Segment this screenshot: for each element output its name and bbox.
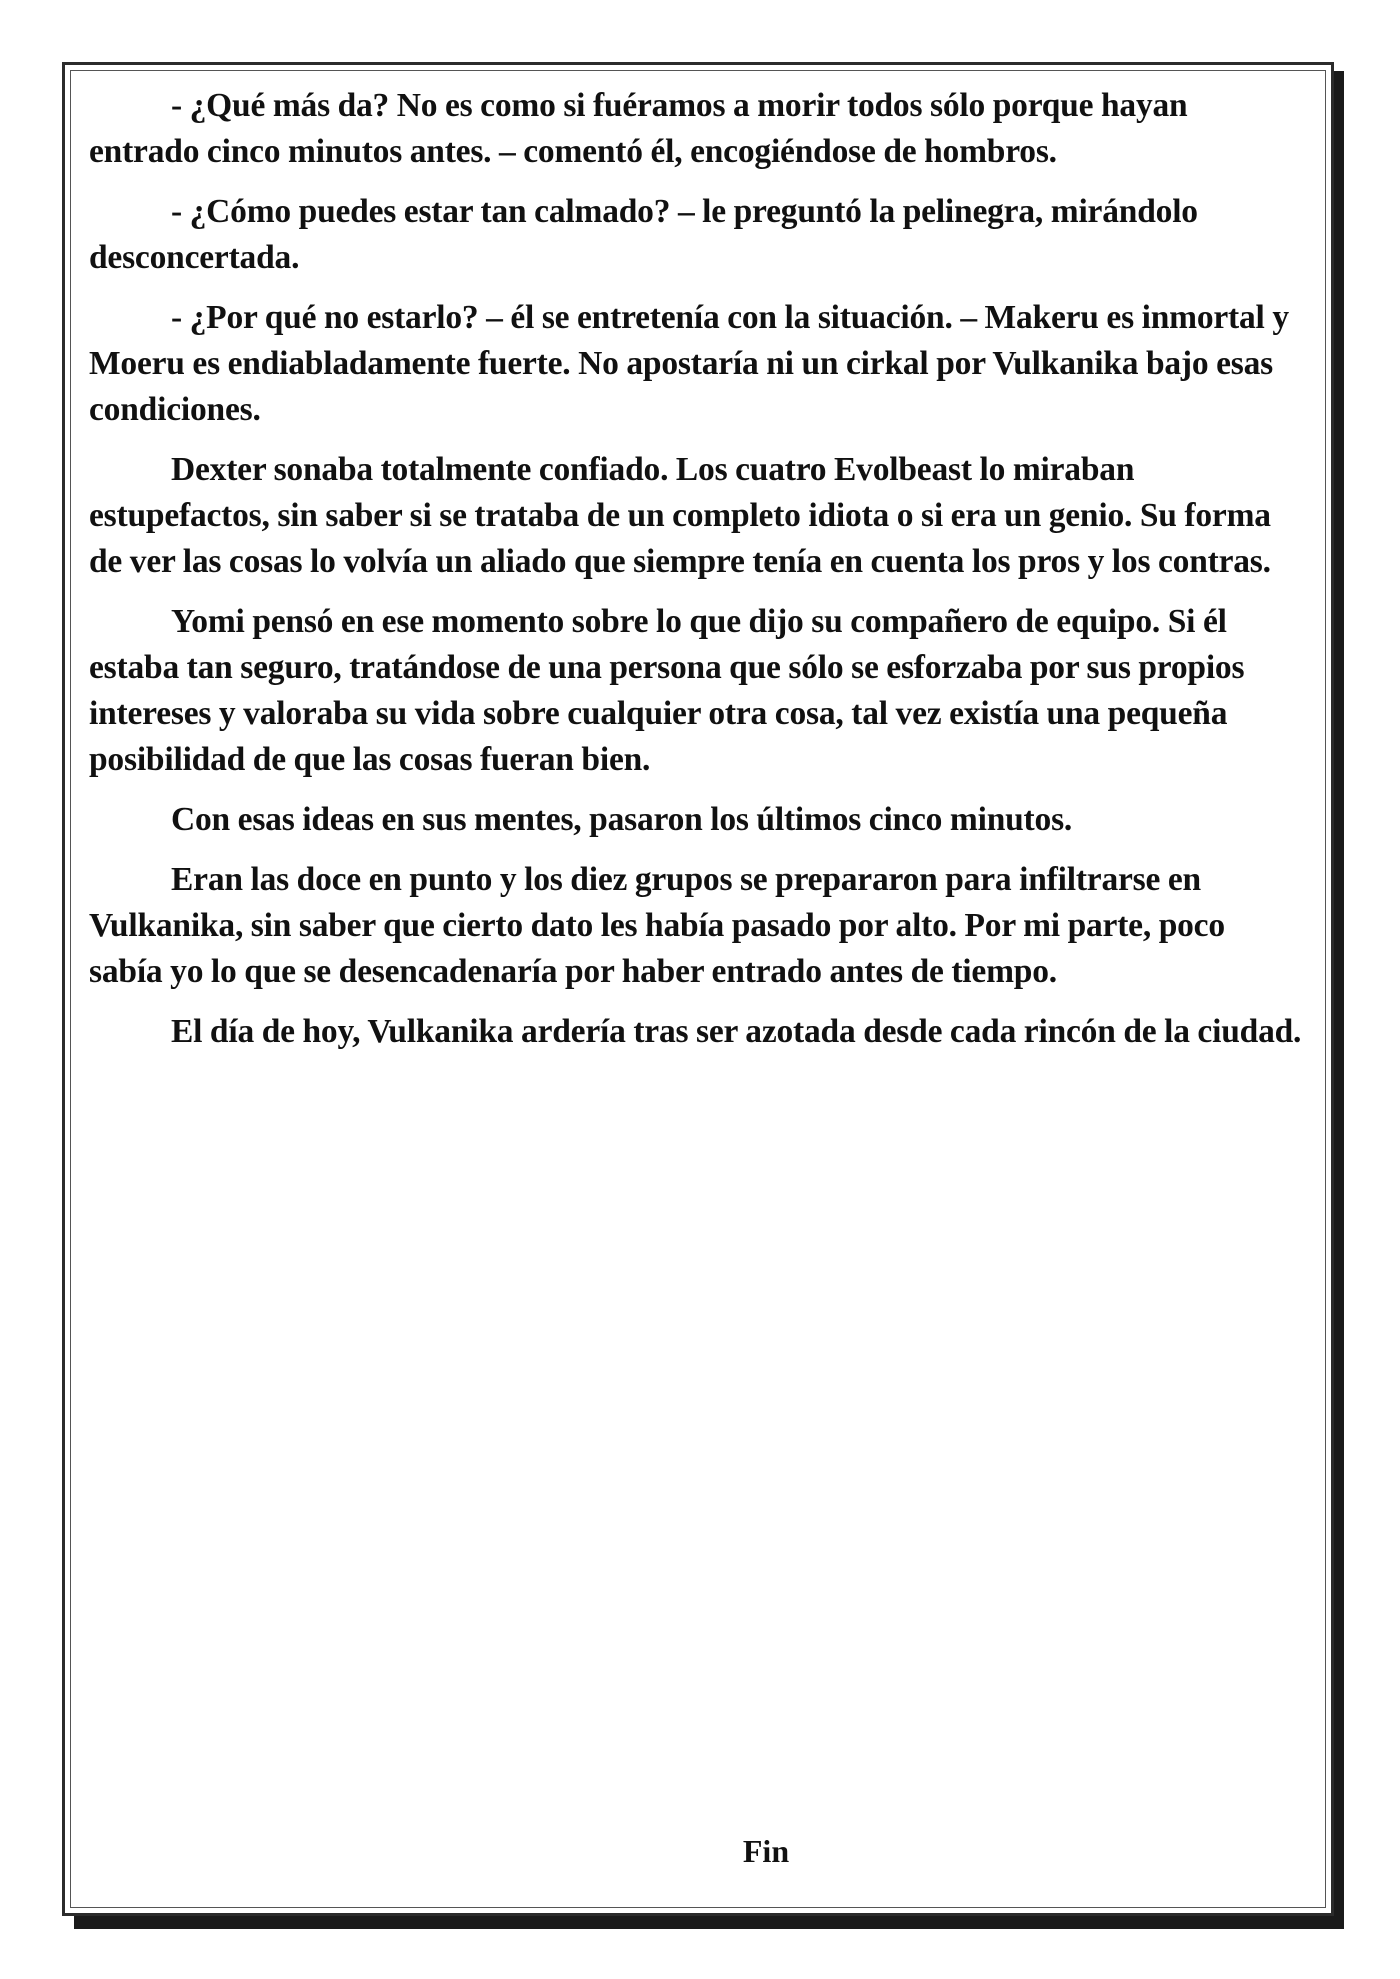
- paragraph: Dexter sonaba totalmente confiado. Los cuatro Evolbeast lo miraban estupefactos, sin saber si se trataba de un completo idiota o si era un genio. Su forma de ver las cosas lo volvía un aliado que siempre tenía en cuenta los pros y los contras.: [89, 451, 1271, 580]
- page-frame: [62, 62, 1334, 1916]
- paragraph: Yomi pensó en ese momento sobre lo que dijo su compañero de equipo. Si él estaba tan seguro, tratándose de una persona que sólo se esforzaba por sus propios intereses y valoraba su vida sobre cualquier otra cosa, tal vez existía una pequeña posibilidad de que las cosas fueran bien.: [89, 603, 1245, 778]
- paragraph: Eran las doce en punto y los diez grupos se prepararon para infiltrarse en Vulkanika, sin saber que cierto dato les había pasado por alto. Por mi parte, poco sabía yo lo que se desencadenaría por haber entrado antes de tiempo.: [89, 861, 1225, 990]
- text-body: [89, 83, 1303, 1069]
- paragraph: - ¿Por qué no estarlo? – él se entretenía con la situación. – Makeru es inmortal y Moeru es endiabladamente fuerte. No apostaría ni un cirkal por Vulkanika bajo esas condiciones.: [89, 299, 1289, 428]
- paragraph: - ¿Cómo puedes estar tan calmado? – le preguntó la pelinegra, mirándolo desconcertada.: [89, 193, 1198, 276]
- paragraph: Con esas ideas en sus mentes, pasaron los últimos cinco minutos.: [171, 801, 1073, 838]
- paragraph: - ¿Qué más da? No es como si fuéramos a morir todos sólo porque hayan entrado cinco minutos antes. – comentó él, encogiéndose de hombros.: [89, 87, 1188, 170]
- paragraph: El día de hoy, Vulkanika ardería tras ser azotada desde cada rincón de la ciudad.: [171, 1013, 1302, 1050]
- end-mark: Fin: [742, 1833, 790, 1869]
